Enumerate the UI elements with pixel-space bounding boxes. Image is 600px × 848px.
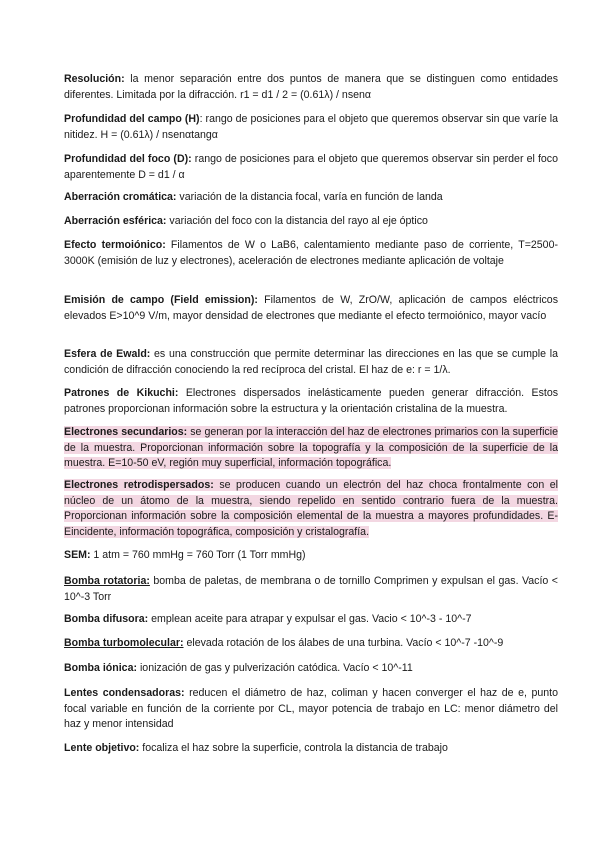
term-label: Bomba iónica: — [64, 662, 137, 674]
term-label: Efecto termoiónico: — [64, 239, 166, 251]
entry-aberracion-cromatica — [64, 190, 558, 206]
term-label: Profundidad del campo (H) — [64, 113, 200, 125]
entry-emision-campo — [64, 293, 558, 324]
entry-profundidad-campo — [64, 112, 558, 143]
definition-text: reducen el diámetro de haz, coliman y hacen converger el haz de e, punto focal variable en función de la corriente por CL, mayor potencia de trabajo en LC: menor diámetro del haz y menor intensidad — [64, 687, 558, 731]
term-label: SEM: — [64, 549, 91, 561]
entry-lente-objetivo — [64, 741, 558, 757]
definition-text: se producen cuando un electrón del haz choca frontalmente con el núcleo de un átomo de la muestra, siendo repelido en sentido contrario fuera de la muestra. Proporcionan información sobre la composición elemental de la muestra a mayores profundidades. E-Eincidente, información topográfica, composición y cristalografía. — [64, 479, 558, 538]
definition-text: 1 atm = 760 mmHg = 760 Torr (1 Torr mmHg) — [90, 549, 306, 561]
term-label: Resolución: — [64, 73, 125, 85]
entry-electrones-secundarios — [64, 425, 558, 472]
term-label: Bomba rotatoria: — [64, 575, 150, 587]
definition-text: : rango de posiciones para el objeto que queremos observar sin que varíe la nitidez. H = (0.61λ) / nsenαtangα — [64, 113, 558, 141]
entry-sem — [64, 548, 558, 564]
definition-text: Electrones dispersados inelásticamente pueden generar difracción. Estos patrones proporcionan información sobre la estructura y la orientación cristalina de la muestra. — [64, 387, 559, 415]
term-label: Esfera de Ewald: — [64, 348, 151, 360]
entry-bomba-difusora — [64, 612, 558, 628]
entry-lentes-condensadoras — [64, 686, 558, 733]
entry-bomba-rotatoria — [64, 574, 558, 605]
definition-text: variación de la distancia focal, varía en función de landa — [176, 191, 443, 203]
entry-resolucion — [64, 72, 558, 103]
term-label: Aberración esférica: — [64, 215, 167, 227]
definition-text: Filamentos de W o LaB6, calentamiento mediante paso de corriente, T=2500-3000K (emisión de luz y electrones), aceleración de electrones mediante aplicación de voltaje — [64, 239, 558, 267]
term-label: Emisión de campo (Field emission): — [64, 294, 258, 306]
entry-profundidad-foco — [64, 152, 558, 183]
term-label: Aberración cromática: — [64, 191, 177, 203]
term-label: Bomba turbomolecular: — [64, 637, 184, 649]
entry-bomba-turbomolecular — [64, 636, 558, 652]
term-label: Lentes condensadoras: — [64, 687, 185, 699]
definition-text: la menor separación entre dos puntos de manera que se distinguen como entidades diferentes. Limitada por la difracción. r1 = d1 / 2 = (0.61λ) / nsenα — [64, 73, 558, 101]
term-label: Patrones de Kikuchi: — [64, 387, 179, 399]
definition-text: variación del foco con la distancia del rayo al eje óptico — [166, 215, 428, 227]
definition-text: focaliza el haz sobre la superficie, controla la distancia de trabajo — [139, 742, 448, 754]
entry-bomba-ionica — [64, 661, 558, 677]
definition-text: ionización de gas y pulverización catódica. Vacío < 10^-11 — [137, 662, 413, 674]
entry-electrones-retrodispersados — [64, 478, 558, 540]
term-label: Electrones secundarios: — [64, 426, 188, 438]
definition-text: elevada rotación de los álabes de una turbina. Vacío < 10^-7 -10^-9 — [183, 637, 504, 649]
entry-aberracion-esferica — [64, 214, 558, 230]
definition-text: emplean aceite para atrapar y expulsar el gas. Vacio < 10^-3 - 10^-7 — [148, 613, 472, 625]
term-label: Electrones retrodispersados: — [64, 479, 214, 491]
entry-esfera-ewald — [64, 347, 558, 378]
entry-patrones-kikuchi — [64, 386, 558, 417]
definition-text: Filamentos de W, ZrO/W, aplicación de campos eléctricos elevados E>10^9 V/m, mayor densidad de electrones que mediante el efecto termoiónico, mayor vacío — [64, 294, 558, 322]
term-label: Bomba difusora: — [64, 613, 149, 625]
term-label: Profundidad del foco (D): — [64, 153, 192, 165]
definition-text: se generan por la interacción del haz de electrones primarios con la superficie de la muestra. Proporcionan información sobre la topografía y la composición de la superficie de la muestra. E=10-50 eV, región muy superficial, información topográfica. — [64, 426, 558, 470]
definition-text: rango de posiciones para el objeto que queremos observar sin perder el foco aparentemente D = d1 / α — [64, 153, 558, 181]
definition-text: bomba de paletas, de membrana o de tornillo Comprimen y expulsan el gas. Vacío < 10^-3 Torr — [64, 575, 558, 603]
term-label: Lente objetivo: — [64, 742, 140, 754]
entry-efecto-termoionico — [64, 238, 558, 269]
definition-text: es una construcción que permite determinar las direcciones en las que se cumple la condición de difracción conociendo la red recíproca del cristal. El haz de e: r = 1/λ. — [64, 348, 559, 376]
